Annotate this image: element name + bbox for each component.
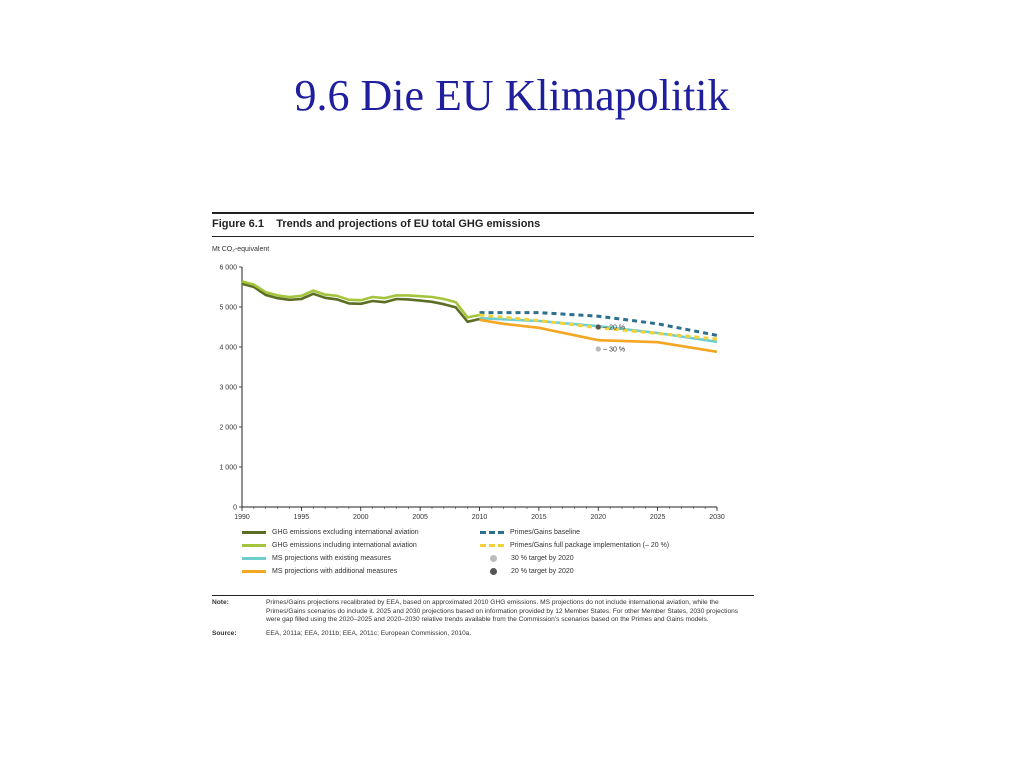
note-row [212, 599, 754, 625]
x-tick-label: 1995 [293, 514, 310, 521]
legend-label: GHG emissions excluding international aviation [272, 529, 419, 536]
figure [212, 212, 754, 668]
legend-swatch [490, 555, 497, 562]
x-tick-label: 2005 [412, 514, 428, 521]
legend-swatch [480, 531, 504, 534]
target-point [596, 324, 601, 329]
y-tick-label: 0 [233, 504, 237, 512]
figure-title-text: Trends and projections of EU total GHG emissions [276, 218, 541, 230]
notes [212, 599, 754, 643]
legend-label: GHG emissions including international aviation [272, 542, 417, 549]
x-tick-label: 2015 [531, 514, 547, 521]
legend-item [480, 555, 574, 562]
legend-swatch [242, 557, 266, 560]
y-tick-label: 4 000 [219, 344, 237, 352]
top-rule [212, 212, 754, 214]
figure-number: Figure 6.1 [212, 218, 264, 230]
series-line [480, 318, 718, 342]
y-unit-label: Mt CO₂-equivalent [212, 246, 270, 253]
legend-item [242, 555, 391, 562]
legend-item [480, 568, 574, 575]
legend-label: MS projections with existing measures [272, 555, 392, 562]
source-label: Source: [212, 629, 237, 637]
legend-item [242, 568, 397, 575]
legend-label: 30 % target by 2020 [511, 555, 574, 562]
legend-item [480, 529, 580, 536]
legend-swatch [490, 568, 497, 575]
legend-swatch [242, 570, 266, 573]
legend-swatch [480, 544, 504, 547]
source-row [212, 630, 754, 639]
x-tick-label: 2000 [352, 514, 369, 521]
legend-item [242, 529, 419, 536]
notes-rule [212, 595, 754, 596]
y-tick-label: 3 000 [219, 384, 237, 392]
x-tick-label: 2010 [471, 514, 488, 521]
note-text: Primes/Gains projections recalibrated by EEA, based on approximated 2010 GHG emissions. MS projections do not include international aviation, while the Primes/Gains scenarios do include it. 2025 and 2030 projections based on information provided by 12 Member States. For other Member States, 2030 projections were gap filled using the 2020–2025 and 2020–2030 relative trends available from the Commission's scenarios based on the Primes and Gains models. [266, 599, 739, 623]
legend-swatch [242, 544, 266, 547]
x-tick-label: 1990 [234, 514, 250, 521]
x-tick-label: 2020 [590, 514, 607, 521]
slide-title: 9.6 Die EU Klimapolitik [294, 71, 730, 120]
y-tick-label: 6 000 [219, 264, 237, 272]
title-rule [212, 236, 754, 237]
target-label: – 20 % [603, 324, 626, 332]
series-line [242, 284, 480, 322]
note-label: Note: [212, 599, 229, 606]
legend-swatch [242, 531, 266, 534]
legend-label: Primes/Gains baseline [510, 529, 581, 536]
y-tick-label: 5 000 [219, 304, 237, 312]
source-text: EEA, 2011a; EEA, 2011b; EEA, 2011c; European Commission, 2010a. [266, 629, 472, 637]
chart [212, 260, 754, 525]
y-tick-label: 2 000 [219, 424, 237, 432]
legend-item [480, 542, 669, 549]
x-tick-label: 2030 [709, 514, 725, 521]
legend-label: Primes/Gains full package implementation (– 20 %) [510, 542, 670, 549]
legend-item [242, 542, 417, 549]
y-tick-label: 1 000 [219, 464, 237, 472]
x-tick-label: 2025 [649, 514, 666, 521]
figure-title [212, 218, 540, 230]
target-point [596, 346, 601, 351]
legend-label: 20 % target by 2020 [511, 568, 574, 575]
legend-label: MS projections with additional measures [272, 568, 398, 575]
target-label: – 30 % [603, 346, 626, 354]
